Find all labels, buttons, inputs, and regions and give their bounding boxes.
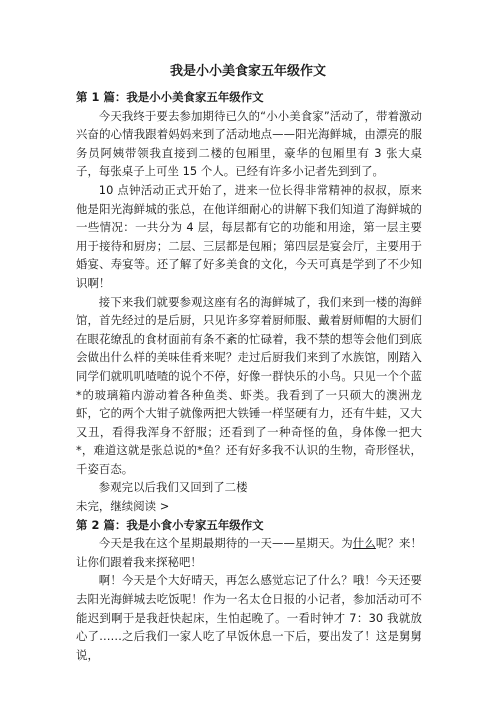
paragraph: 今天我终于要去参加期待已久的“小小美食家”活动了，带着激动兴奋的心情我跟着妈妈来到了活动地点——阳光海鲜城，由漂亮的服务员阿姨带领我直接到二楼的包厢里，豪华的包厢里有 3 张大桌子，每张桌子上可坐 15 个人。已经有许多小记者先到到了。: [76, 108, 422, 179]
paragraph: 接下来我们就要参观这座有名的海鲜城了，我们来到一楼的海鲜馆，首先经过的是后厨，只见许多穿着厨师服、戴着厨师帽的大厨们在眼花缭乱的食材面前有条不紊的忙碌着，我不禁的想等会他们到底会做出什么样的美味佳肴来呢？走过后厨我们来到了水族馆，刚踏入同学们就叽叽喳喳的说个不停，好像一群快乐的小鸟。只见一个个蓝*的玻璃箱内游动着各种鱼类、虾类。我看到了一只硕大的澳洲龙虾，它的两个大钳子就像两把大铁锤一样坚硬有力，还有牛蛙，又大又丑，看得我浑身不舒服；还看到了一种奇怪的鱼，身体像一把大*，难道这就是张总说的*鱼？还有好多我不认识的生物，奇形怪状，千姿百态。: [76, 294, 422, 476]
paragraph: 参观完以后我们又回到了二楼: [98, 480, 248, 495]
paragraph-text: 今天是我在这个星期最期待的一天——星期天。为: [98, 536, 353, 551]
paragraph-text: 呢？来！让你们跟着我来探秘吧！: [76, 536, 422, 569]
continue-reading-link[interactable]: 未完，继续阅读 >: [76, 499, 170, 514]
section-heading-2: 第 2 篇：我是小食小专家五年级作文: [76, 517, 264, 532]
paragraph: [76, 534, 422, 571]
paragraph: 10 点钟活动正式开始了，进来一位长得非常精神的叔叔，原来他是阳光海鲜城的张总，在他详细耐心的讲解下我们知道了海鲜城的一些情况：一共分为 4 层，每层都有它的功能和用途，第一层主要用于接待和厨房；二层、三层都是包厢；第四层是宴会厅，主要用于婚宴、寿宴等。还了解了好多美食的文化，今天可真是学到了不少知识啊！: [76, 182, 422, 290]
section-heading-1: 第 1 篇：我是小小美食家五年级作文: [76, 90, 264, 104]
paragraph: 啊！今天是个大好晴天，再怎么感觉忘记了什么？哦！今天还要去阳光海鲜城去吃饭呢！作为一名太仓日报的小记者，参加活动可不能迟到啊于是我赶快起床，生怕起晚了。一看时钟才 7：30 我就放心了……之后我们一家人吃了早饭休息一下后，要出发了！这是舅舅说，: [76, 573, 422, 662]
underlined-word: 什么: [352, 536, 376, 551]
document-body: [76, 88, 422, 664]
document-title: 我是小小美食家五年级作文: [169, 64, 326, 79]
